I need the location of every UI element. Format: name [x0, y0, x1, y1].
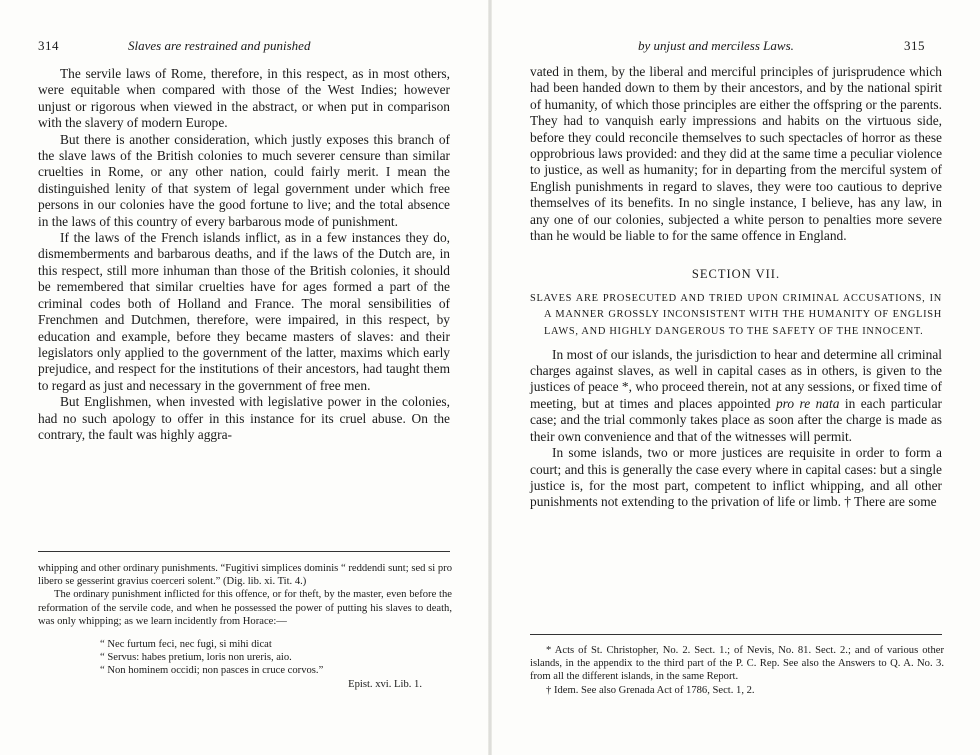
paragraph-text: in each particular case; and the trial commonly takes place as soon after the charge is made as their own convenience and that of the witnesses will permit.: [530, 395, 943, 444]
footnote-line: whipping and other ordinary punishments. “Fugitivi simplices dominis “ reddendi sunt; sed si pro libero se gesserint gravius coerceri solent.” (Dig. lib. xi. Tit. 4.): [38, 563, 452, 588]
right-body: [530, 64, 942, 511]
paragraph-text: most of our islands, the jurisdiction to hear and determine all criminal charges against slaves, as well in capital cases as in others, is given to the justices of peace *, who proceed therein, not at any sessions, or fixed time of meeting, but at times and places appointed: [530, 346, 942, 411]
left-body: [38, 66, 450, 443]
latin-phrase: pro re nata: [775, 395, 840, 411]
drop-word: In: [552, 346, 564, 362]
running-head-right: by unjust and merciless Laws.: [638, 38, 794, 53]
footnote: † Idem. See also Grenada Act of 1786, Sect. 1, 2.: [546, 684, 755, 696]
section-title: SECTION VII.: [691, 267, 781, 282]
right-footnotes: [530, 644, 944, 697]
paragraph: The servile laws of Rome, therefore, in this respect, as in most others, were equitable when compared with those of the West Indies; however unjust or rigorous when viewed in the abstract, or when put in comparison with the slavery of modern Europe.: [38, 66, 450, 131]
verse-line: “ Servus: habes pretium, loris non ureris, aio.: [100, 652, 292, 664]
footnote-rule: [530, 634, 942, 635]
verse-source: Epist. xvi. Lib. 1.: [348, 678, 422, 690]
paragraph: [530, 347, 942, 445]
section-subtitle: SLAVES ARE PROSECUTED AND TRIED UPON CRIMINAL ACCUSATIONS, IN A MANNER GROSSLY INCONSISTENT WITH THE HUMANITY OF ENGLISH LAWS, AND HIGHLY DANGEROUS TO THE SAFETY OF THE INNOCENT.: [530, 292, 942, 338]
paragraph: In some islands, two or more justices are requisite in order to form a court; and this is generally the case every where in capital cases: but a single justice is, for the most part, competent to inflict whipping, and all other punishments not extending to the privation of life or limb. † There are some: [530, 445, 942, 510]
paragraph: But there is another consideration, which justly exposes this branch of the slave laws of the British colonies to much severer censure than similar cruelties in Rome, or any other nation, could fairly merit. I mean the distinguished lenity of that system of legal government under which free persons in our colonies have the good fortune to live; and the total absence in the laws of this country of every barbarous mode of punishment.: [38, 131, 450, 229]
right-page: [490, 0, 980, 755]
left-footnote: [38, 562, 452, 691]
page-number-left: 314: [38, 38, 59, 53]
footnote-rule: [38, 551, 450, 552]
page-number-right: 315: [904, 38, 925, 53]
horace-verse: [100, 638, 452, 678]
running-head-left: Slaves are restrained and punished: [128, 38, 311, 53]
footnote: * Acts of St. Christopher, No. 2. Sect. 1.; of Nevis, No. 81. Sect. 2.; and of various other islands, in the appendix to the third part of the P. C. Rep. See also the Answers to Q. A. No. 3. from all the different islands, in the same Report.: [530, 645, 944, 683]
verse-line: “ Nec furtum feci, nec fugi, si mihi dicat: [100, 639, 272, 651]
paragraph-continuation: vated in them, by the liberal and merciful principles of jurisprudence which had been handed down to them by their ancestors, and by the national spirit of humanity, of which those principles are either the offspring or the parents. They had to vanquish early impressions and habits on the virtuous side, before they could reconcile themselves to such spectacles of horror as these opprobrious laws provided: and they did at the same time a peculiar violence to justice, as well as humanity; for in departing from the merciful system of English punishments in regard to slaves, they were too cautious to deprive themselves of its benefits. In no single instance, I believe, has any law, in any one of our colonies, subjected a white person to penalties more severe than he would be liable to for the same offence in England.: [530, 64, 943, 244]
footnote-line: The ordinary punishment inflicted for this offence, or for theft, by the master, even before the reformation of the servile code, and when he possessed the power of putting his slaves to death, was only whipping; as we learn incidently from Horace:—: [38, 589, 452, 627]
verse-line: “ Non hominem occidi; non pasces in cruce corvos.”: [100, 665, 324, 677]
paragraph: But Englishmen, when invested with legislative power in the colonies, had no such apology to offer in this instance for its cruel abuse. On the contrary, the fault was highly aggra-: [38, 394, 450, 442]
paragraph: If the laws of the French islands inflict, as in a few instances they do, dismemberments and barbarous deaths, and if the laws of the Dutch are, in this respect, still more inhuman than those of the British colonies, it should be remembered that similar cruelties have for ages formed a part of the criminal codes both of Holland and France. The moral sensibilities of Frenchmen and Dutchmen, therefore, were impaired, in this respect, by education and example, before they became masters of slaves: and their legislators only applied to the government of the latter, maxims which early prejudice, and respect for the institutions of their ancestors, had taught them to regard as just and necessary in the government of free men.: [38, 230, 450, 393]
